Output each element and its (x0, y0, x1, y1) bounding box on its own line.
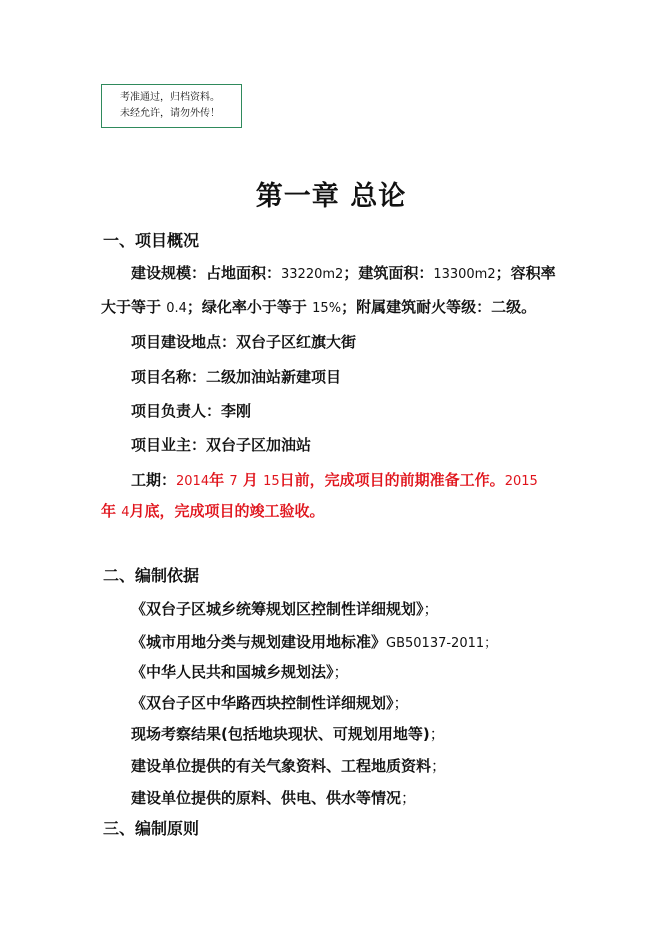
basis-item-suffix: ； (429, 725, 445, 743)
schedule-yue-1: 月 (242, 471, 258, 489)
basis-item-suffix: ； (393, 694, 409, 712)
schedule-year-1: 2014 (176, 474, 210, 489)
basis-item-text: 现场考察结果(包括地块现状、可规划用地等) (131, 725, 430, 743)
basis-item-suffix: ； (423, 600, 439, 618)
schedule-label: 工期： (131, 471, 177, 489)
scale-line-1 (131, 262, 556, 283)
scale-line-2 (101, 296, 536, 317)
section-2-heading: 二、编制依据 (103, 566, 200, 585)
stamp-line-2: 未经允许，请勿外传！ (120, 108, 220, 119)
basis-item-suffix: ； (401, 789, 417, 807)
site-area-value: 33220m2 (281, 267, 344, 282)
basis-item (131, 755, 446, 776)
schedule-month-2: 4 (121, 505, 130, 520)
approval-stamp (101, 84, 242, 128)
scale-sep-1: ；建筑面积： (343, 264, 434, 282)
basis-item-text: 《中华人民共和国城乡规划法》 (131, 663, 334, 681)
basis-item (131, 692, 409, 713)
project-location: 项目建设地点：双台子区红旗大街 (131, 333, 357, 351)
basis-item-text: 《双台子区中华路西块控制性详细规划》 (131, 694, 394, 712)
project-name: 项目名称：二级加油站新建项目 (131, 368, 342, 386)
basis-item-suffix: GB50137-2011； (386, 636, 498, 651)
stamp-line-1: 考准通过，归档资料。 (120, 92, 220, 103)
scale-label: 建设规模：占地面积： (131, 264, 282, 282)
green-prefix: ；绿化率小于等于 (186, 298, 313, 316)
section-3-heading: 三、编制原则 (103, 819, 200, 838)
schedule-day-1: 15 (263, 474, 280, 489)
section-1-heading: 一、项目概况 (103, 231, 200, 250)
fire-rating: ；附属建筑耐火等级：二级。 (341, 298, 537, 316)
basis-item-text: 《双台子区城乡统筹规划区控制性详细规划》 (131, 600, 424, 618)
basis-item (131, 598, 439, 619)
scale-sep-2: ；容积率 (495, 264, 556, 282)
schedule-nian-2: 年 (101, 502, 117, 520)
schedule-year-2: 2015 (504, 474, 538, 489)
schedule-nian-1: 年 (209, 471, 225, 489)
basis-item-text: 《城市用地分类与规划建设用地标准》 (131, 633, 387, 651)
basis-item-text: 建设单位提供的原料、供电、供水等情况 (131, 789, 402, 807)
basis-item-text: 建设单位提供的有关气象资料、工程地质资料 (131, 757, 432, 775)
basis-item-suffix: ； (333, 663, 349, 681)
chapter-title: 第一章 总论 (255, 181, 407, 212)
schedule-line-2 (101, 500, 325, 521)
schedule-line-1 (131, 469, 538, 490)
basis-item (131, 661, 349, 682)
schedule-month-1: 7 (229, 474, 238, 489)
schedule-text-1: 日前，完成项目的前期准备工作。 (279, 471, 505, 489)
project-owner: 项目业主：双台子区加油站 (131, 436, 312, 454)
schedule-text-2: 月底，完成项目的竣工验收。 (129, 502, 325, 520)
far-value: 0.4 (166, 301, 187, 316)
basis-item (131, 723, 445, 744)
building-area-value: 13300m2 (433, 267, 496, 282)
project-manager: 项目负责人：李刚 (131, 402, 252, 420)
basis-item (131, 631, 497, 652)
basis-item (131, 787, 416, 808)
green-value: 15% (312, 301, 342, 316)
basis-item-suffix: ； (431, 757, 447, 775)
far-prefix: 大于等于 (101, 298, 167, 316)
